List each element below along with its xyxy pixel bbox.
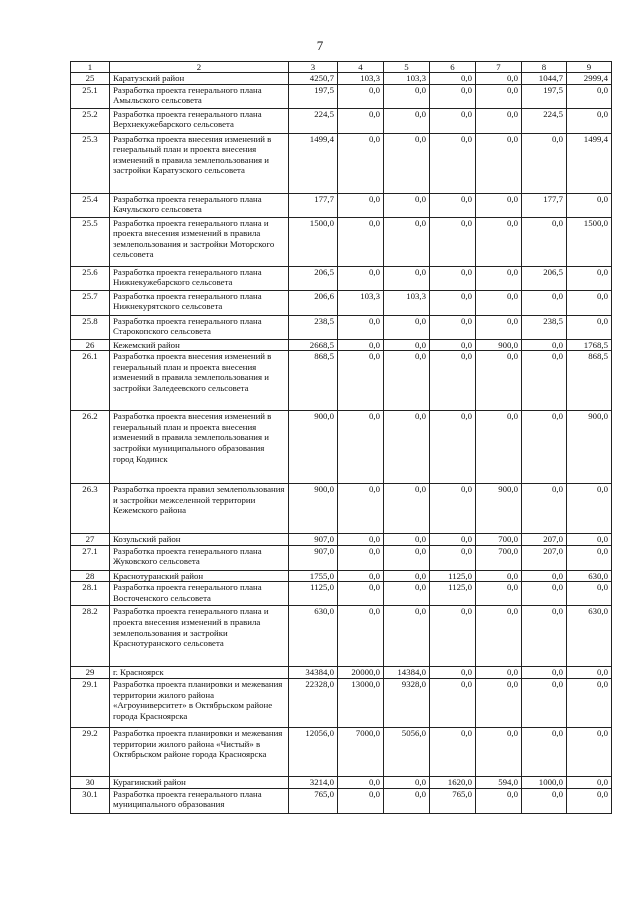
table-row [71,217,612,266]
row-value-cell: 3214,0 [289,776,338,788]
row-description-cell: Разработка проекта генерального плана и проекта внесения изменений в правила землепользования и застройки Моторского сельсовета [110,217,289,266]
row-value-cell: 197,5 [289,84,338,108]
row-description-cell: Разработка проекта генерального плана Восточенского сельсовета [110,582,289,606]
row-value-cell: 0,0 [476,582,522,606]
table-row [71,545,612,570]
row-value-cell: 103,3 [384,73,430,85]
row-value-cell: 0,0 [430,133,476,193]
row-index-cell: 28.1 [71,582,110,606]
row-index-cell: 25.1 [71,84,110,108]
row-value-cell: 0,0 [476,133,522,193]
row-value-cell: 0,0 [384,339,430,351]
row-value-cell: 0,0 [338,776,384,788]
row-description-cell: Разработка проекта внесения изменений в генеральный план и проекта внесения изменений в правила землепользования и застройки муниципального образования город Кодинск [110,411,289,484]
row-value-cell: 900,0 [567,411,612,484]
row-value-cell: 1768,5 [567,339,612,351]
row-value-cell: 0,0 [567,545,612,570]
row-description-cell: Краснотуранский район [110,570,289,582]
table-row [71,133,612,193]
row-value-cell: 103,3 [338,73,384,85]
row-index-cell: 25.3 [71,133,110,193]
row-value-cell: 0,0 [476,667,522,679]
row-value-cell: 1500,0 [289,217,338,266]
row-value-cell: 238,5 [522,315,567,339]
row-value-cell: 0,0 [567,727,612,776]
row-value-cell: 0,0 [338,108,384,133]
row-value-cell: 0,0 [567,108,612,133]
row-value-cell: 0,0 [430,339,476,351]
row-value-cell: 0,0 [476,570,522,582]
row-value-cell: 868,5 [289,351,338,411]
row-value-cell: 12056,0 [289,727,338,776]
row-index-cell: 25.6 [71,266,110,290]
row-value-cell: 34384,0 [289,667,338,679]
row-value-cell: 177,7 [289,193,338,217]
row-value-cell: 1044,7 [522,73,567,85]
row-value-cell: 900,0 [289,484,338,534]
table-row [71,776,612,788]
row-value-cell: 0,0 [338,788,384,813]
row-value-cell: 0,0 [384,484,430,534]
row-description-cell: Разработка проекта генерального плана и проекта внесения изменений в правила землепользования и застройки Краснотуранского сельсовета [110,606,289,667]
row-value-cell: 868,5 [567,351,612,411]
row-value-cell: 0,0 [430,73,476,85]
row-value-cell: 0,0 [430,545,476,570]
row-value-cell: 0,0 [430,217,476,266]
row-description-cell: Разработка проекта генерального плана Качульского сельсовета [110,193,289,217]
row-value-cell: 1499,4 [289,133,338,193]
table-row [71,339,612,351]
row-value-cell: 0,0 [522,133,567,193]
row-value-cell: 0,0 [430,315,476,339]
row-value-cell: 0,0 [567,582,612,606]
row-value-cell: 0,0 [384,534,430,546]
table-row [71,290,612,315]
row-value-cell: 1755,0 [289,570,338,582]
header-cell: 5 [384,62,430,73]
row-value-cell: 0,0 [476,411,522,484]
row-value-cell: 0,0 [338,193,384,217]
row-description-cell: Разработка проекта генерального плана Нижнекужебарского сельсовета [110,266,289,290]
row-value-cell: 1499,4 [567,133,612,193]
row-value-cell: 0,0 [430,606,476,667]
row-value-cell: 0,0 [384,351,430,411]
row-description-cell: Курагинский район [110,776,289,788]
row-value-cell: 206,5 [522,266,567,290]
row-value-cell: 0,0 [567,788,612,813]
row-value-cell: 765,0 [289,788,338,813]
row-value-cell: 22328,0 [289,678,338,727]
table-row [71,534,612,546]
row-index-cell: 26 [71,339,110,351]
row-value-cell: 0,0 [567,266,612,290]
row-index-cell: 25 [71,73,110,85]
row-value-cell: 0,0 [476,678,522,727]
row-index-cell: 27.1 [71,545,110,570]
row-value-cell: 0,0 [384,133,430,193]
row-value-cell: 0,0 [476,193,522,217]
row-value-cell: 0,0 [476,315,522,339]
row-value-cell: 13000,0 [338,678,384,727]
row-value-cell: 0,0 [338,217,384,266]
row-value-cell: 630,0 [567,606,612,667]
row-value-cell: 0,0 [384,788,430,813]
row-value-cell: 207,0 [522,545,567,570]
row-value-cell: 9328,0 [384,678,430,727]
row-value-cell: 0,0 [384,217,430,266]
table-row [71,606,612,667]
row-value-cell: 5056,0 [384,727,430,776]
row-value-cell: 0,0 [384,582,430,606]
header-cell: 1 [71,62,110,73]
row-index-cell: 26.1 [71,351,110,411]
row-value-cell: 20000,0 [338,667,384,679]
row-value-cell: 103,3 [384,290,430,315]
row-value-cell: 1620,0 [430,776,476,788]
row-value-cell: 0,0 [567,193,612,217]
row-description-cell: Разработка проекта внесения изменений в генеральный план и проекта внесения изменений в правила землепользования и застройки Заледеевского сельсовета [110,351,289,411]
row-value-cell: 0,0 [476,84,522,108]
row-description-cell: Разработка проекта генерального плана муниципального образования [110,788,289,813]
row-value-cell: 0,0 [384,266,430,290]
row-value-cell: 630,0 [567,570,612,582]
row-value-cell: 907,0 [289,534,338,546]
row-index-cell: 26.3 [71,484,110,534]
row-value-cell: 1125,0 [289,582,338,606]
row-index-cell: 25.8 [71,315,110,339]
row-index-cell: 26.2 [71,411,110,484]
row-value-cell: 0,0 [384,545,430,570]
row-value-cell: 0,0 [430,411,476,484]
row-value-cell: 0,0 [522,290,567,315]
row-value-cell: 0,0 [384,411,430,484]
row-index-cell: 25.5 [71,217,110,266]
row-value-cell: 1125,0 [430,582,476,606]
row-value-cell: 0,0 [338,570,384,582]
row-value-cell: 0,0 [476,73,522,85]
row-description-cell: Разработка проекта планировки и межевания территории жилого района «Агроуниверситет» в Октябрьском районе города Красноярска [110,678,289,727]
row-value-cell: 0,0 [430,290,476,315]
row-index-cell: 29.1 [71,678,110,727]
table-row [71,73,612,85]
header-cell: 7 [476,62,522,73]
row-value-cell: 7000,0 [338,727,384,776]
row-value-cell: 197,5 [522,84,567,108]
row-description-cell: Козульский район [110,534,289,546]
table-row [71,678,612,727]
row-value-cell: 700,0 [476,545,522,570]
row-value-cell: 0,0 [430,351,476,411]
row-value-cell: 0,0 [430,727,476,776]
header-row [71,62,612,73]
row-value-cell: 0,0 [338,315,384,339]
row-value-cell: 0,0 [522,788,567,813]
row-value-cell: 0,0 [430,84,476,108]
row-index-cell: 30 [71,776,110,788]
table-row [71,108,612,133]
table-row [71,351,612,411]
row-value-cell: 0,0 [522,582,567,606]
row-value-cell: 206,5 [289,266,338,290]
row-value-cell: 0,0 [522,606,567,667]
row-value-cell: 0,0 [476,606,522,667]
row-value-cell: 765,0 [430,788,476,813]
row-value-cell: 900,0 [476,484,522,534]
table-row [71,667,612,679]
row-value-cell: 0,0 [476,108,522,133]
row-value-cell: 0,0 [338,484,384,534]
row-value-cell: 0,0 [338,545,384,570]
row-value-cell: 0,0 [567,290,612,315]
row-value-cell: 0,0 [567,84,612,108]
row-value-cell: 0,0 [430,193,476,217]
row-value-cell: 630,0 [289,606,338,667]
row-description-cell: Разработка проекта генерального плана Жуковского сельсовета [110,545,289,570]
table-row [71,484,612,534]
row-value-cell: 0,0 [338,351,384,411]
row-value-cell: 1125,0 [430,570,476,582]
row-value-cell: 907,0 [289,545,338,570]
row-description-cell: г. Красноярск [110,667,289,679]
table-row [71,266,612,290]
row-value-cell: 0,0 [567,534,612,546]
table-row [71,727,612,776]
row-value-cell: 0,0 [522,570,567,582]
row-index-cell: 30.1 [71,788,110,813]
row-index-cell: 29.2 [71,727,110,776]
row-value-cell: 0,0 [384,776,430,788]
table-row [71,570,612,582]
header-cell: 6 [430,62,476,73]
table-row [71,582,612,606]
row-value-cell: 1000,0 [522,776,567,788]
page-number: 7 [316,38,324,53]
row-value-cell: 900,0 [289,411,338,484]
row-description-cell: Разработка проекта генерального плана Нижнекурятского сельсовета [110,290,289,315]
row-value-cell: 0,0 [384,606,430,667]
row-value-cell: 0,0 [430,266,476,290]
row-value-cell: 0,0 [338,339,384,351]
header-cell: 4 [338,62,384,73]
row-value-cell: 0,0 [338,266,384,290]
row-description-cell: Разработка проекта планировки и межевания территории жилого района «Чистый» в Октябрьском районе города Красноярска [110,727,289,776]
row-value-cell: 0,0 [430,484,476,534]
header-cell: 8 [522,62,567,73]
row-description-cell: Разработка проекта внесения изменений в генеральный план и проекта внесения изменений в правила землепользования и застройки Каратузского сельсовета [110,133,289,193]
row-index-cell: 27 [71,534,110,546]
row-description-cell: Разработка проекта генерального плана Амыльского сельсовета [110,84,289,108]
row-value-cell: 0,0 [476,290,522,315]
row-value-cell: 0,0 [338,606,384,667]
row-value-cell: 0,0 [567,484,612,534]
row-value-cell: 0,0 [338,534,384,546]
table-row [71,193,612,217]
table-row [71,788,612,813]
header-cell: 9 [567,62,612,73]
table-row [71,84,612,108]
row-index-cell: 25.7 [71,290,110,315]
row-value-cell: 0,0 [522,339,567,351]
budget-table [70,61,612,814]
row-value-cell: 0,0 [476,266,522,290]
row-value-cell: 0,0 [430,534,476,546]
row-value-cell: 14384,0 [384,667,430,679]
row-value-cell: 0,0 [384,108,430,133]
table-body [71,62,612,814]
row-value-cell: 2668,5 [289,339,338,351]
row-description-cell: Разработка проекта правил землепользования и застройки межселенной территории Кежемского района [110,484,289,534]
row-value-cell: 0,0 [567,315,612,339]
row-value-cell: 0,0 [522,678,567,727]
row-value-cell: 177,7 [522,193,567,217]
row-value-cell: 0,0 [338,411,384,484]
row-value-cell: 0,0 [430,678,476,727]
row-value-cell: 0,0 [430,667,476,679]
row-value-cell: 0,0 [567,678,612,727]
row-value-cell: 238,5 [289,315,338,339]
row-value-cell: 0,0 [384,315,430,339]
row-index-cell: 28 [71,570,110,582]
header-cell: 3 [289,62,338,73]
row-value-cell: 0,0 [476,351,522,411]
row-value-cell: 0,0 [476,217,522,266]
row-value-cell: 700,0 [476,534,522,546]
row-value-cell: 0,0 [567,667,612,679]
row-value-cell: 1500,0 [567,217,612,266]
row-value-cell: 0,0 [567,776,612,788]
row-value-cell: 207,0 [522,534,567,546]
row-value-cell: 224,5 [289,108,338,133]
row-value-cell: 594,0 [476,776,522,788]
row-index-cell: 29 [71,667,110,679]
row-value-cell: 0,0 [384,193,430,217]
table-row [71,411,612,484]
row-value-cell: 0,0 [338,582,384,606]
row-value-cell: 900,0 [476,339,522,351]
row-value-cell: 0,0 [384,570,430,582]
row-value-cell: 2999,4 [567,73,612,85]
row-value-cell: 4250,7 [289,73,338,85]
row-index-cell: 25.2 [71,108,110,133]
row-description-cell: Разработка проекта генерального плана Верхнекужебарского сельсовета [110,108,289,133]
row-value-cell: 0,0 [522,217,567,266]
row-value-cell: 0,0 [522,411,567,484]
row-value-cell: 206,6 [289,290,338,315]
row-value-cell: 0,0 [522,351,567,411]
row-description-cell: Каратузский район [110,73,289,85]
row-value-cell: 0,0 [522,727,567,776]
row-index-cell: 25.4 [71,193,110,217]
row-value-cell: 224,5 [522,108,567,133]
row-value-cell: 103,3 [338,290,384,315]
row-value-cell: 0,0 [476,788,522,813]
row-value-cell: 0,0 [522,667,567,679]
row-value-cell: 0,0 [338,84,384,108]
row-description-cell: Кежемский район [110,339,289,351]
header-cell: 2 [110,62,289,73]
row-value-cell: 0,0 [476,727,522,776]
row-value-cell: 0,0 [384,84,430,108]
row-index-cell: 28.2 [71,606,110,667]
table-row [71,315,612,339]
row-value-cell: 0,0 [522,484,567,534]
row-value-cell: 0,0 [430,108,476,133]
row-value-cell: 0,0 [338,133,384,193]
row-description-cell: Разработка проекта генерального плана Старокопского сельсовета [110,315,289,339]
